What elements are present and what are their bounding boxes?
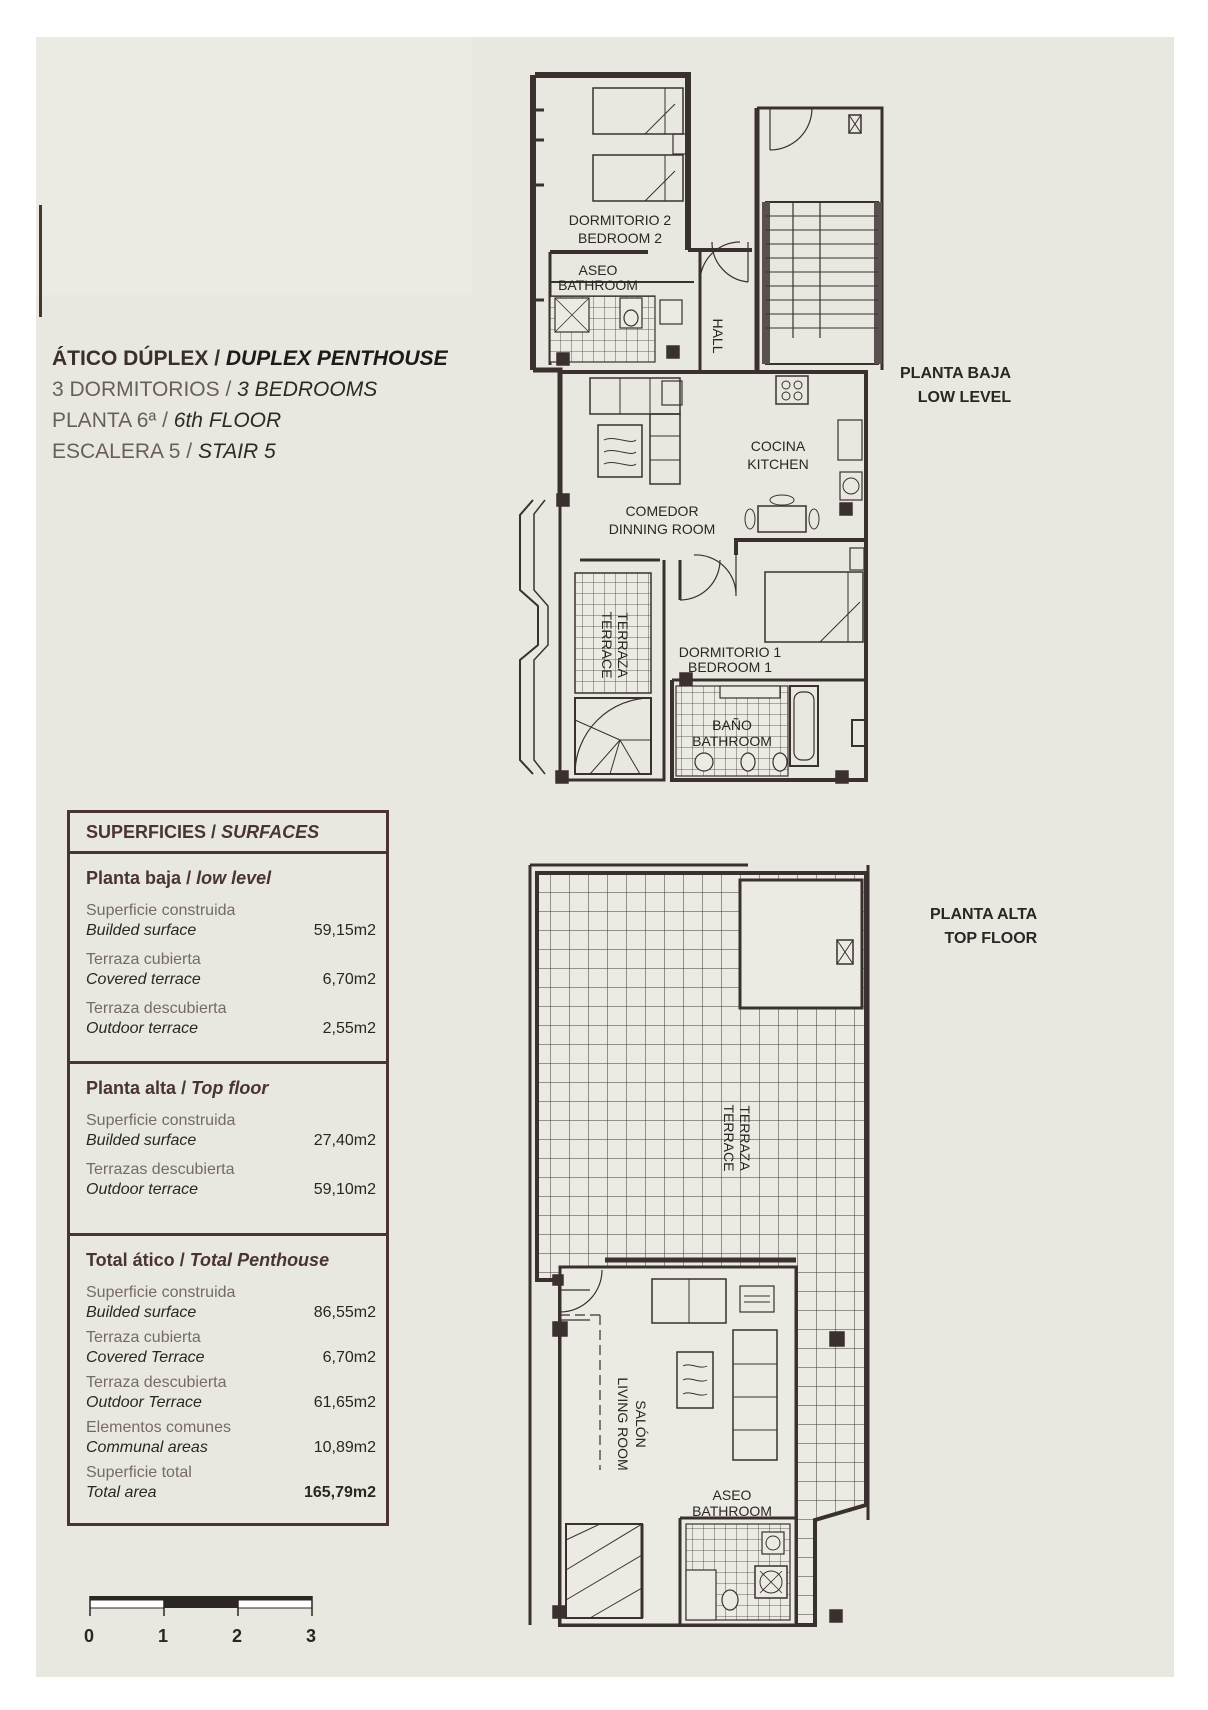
room-salon-es: SALÓN	[633, 1400, 649, 1448]
room-top-terrace-es: TERRAZA	[737, 1105, 753, 1171]
room-bedroom1-en: BEDROOM 1	[687, 659, 773, 675]
bedrooms-line: 3 DORMITORIOS / 3 BEDROOMS	[52, 378, 378, 401]
surface-row: Superficie construida Builded surface 86,55m2	[86, 1284, 376, 1321]
room-bedroom1-es: DORMITORIO 1	[678, 644, 782, 660]
room-living-en: LIVING ROOM	[615, 1377, 631, 1471]
room-kitchen-en: KITCHEN	[747, 456, 809, 472]
surfaces-title: SUPERFICIES / SURFACES	[70, 813, 386, 854]
scale-tick: 1	[158, 1626, 169, 1646]
stair-line: ESCALERA 5 / STAIR 5	[52, 440, 276, 463]
room-hall: HALL	[710, 318, 726, 354]
scale-tick: 2	[232, 1626, 243, 1646]
room-aseo-es: ASEO	[578, 262, 618, 278]
low-level-plan	[520, 75, 882, 783]
room-aseo2-en: BATHROOM	[692, 1503, 772, 1519]
section-title: Total ático / Total Penthouse	[86, 1250, 330, 1270]
room-bathroom1-en: BATHROOM	[692, 733, 772, 749]
top-floor-label: PLANTA ALTA TOP FLOOR	[930, 906, 1038, 947]
surface-row: Elementos comunes Communal areas 10,89m2	[86, 1419, 376, 1456]
surface-row: Terrazas descubierta Outdoor terrace 59,10m2	[86, 1161, 376, 1198]
room-dining-es: COMEDOR	[625, 503, 699, 519]
room-top-terrace-en: TERRACE	[721, 1104, 737, 1172]
room-terrace-en: TERRACE	[599, 611, 615, 679]
scale-tick: 0	[84, 1626, 95, 1646]
section-title: Planta baja / low level	[86, 868, 272, 888]
surface-row: Terraza cubierta Covered terrace 6,70m2	[86, 951, 376, 988]
room-kitchen-es: COCINA	[750, 438, 806, 454]
room-terrace-es: TERRAZA	[615, 612, 631, 678]
scale-tick: 3	[306, 1626, 317, 1646]
low-level-label: PLANTA BAJA LOW LEVEL	[900, 365, 1012, 406]
surface-row: Terraza cubierta Covered Terrace 6,70m2	[86, 1329, 376, 1366]
surface-row: Terraza descubierta Outdoor Terrace 61,65m2	[86, 1374, 376, 1411]
surface-row: Superficie construida Builded surface 59,15m2	[86, 902, 376, 939]
section-title: Planta alta / Top floor	[86, 1078, 269, 1098]
room-bedroom2-es: DORMITORIO 2	[568, 212, 672, 228]
room-aseo-en: BATHROOM	[558, 277, 638, 293]
surface-row-total: Superficie total Total area 165,79m2	[86, 1464, 376, 1501]
surface-row: Superficie construida Builded surface 27,40m2	[86, 1112, 376, 1149]
room-aseo2-es: ASEO	[712, 1487, 752, 1503]
room-dining-en: DINNING ROOM	[608, 521, 716, 537]
floor-line: PLANTA 6ª / 6th FLOOR	[52, 409, 282, 432]
surface-row: Terraza descubierta Outdoor terrace 2,55m2	[86, 1000, 376, 1037]
scale-bar	[90, 1596, 312, 1616]
room-bathroom1-es: BAÑO	[712, 717, 752, 733]
room-bedroom2-en: BEDROOM 2	[577, 230, 663, 246]
property-type: ÁTICO DÚPLEX / DUPLEX PENTHOUSE	[52, 347, 448, 370]
